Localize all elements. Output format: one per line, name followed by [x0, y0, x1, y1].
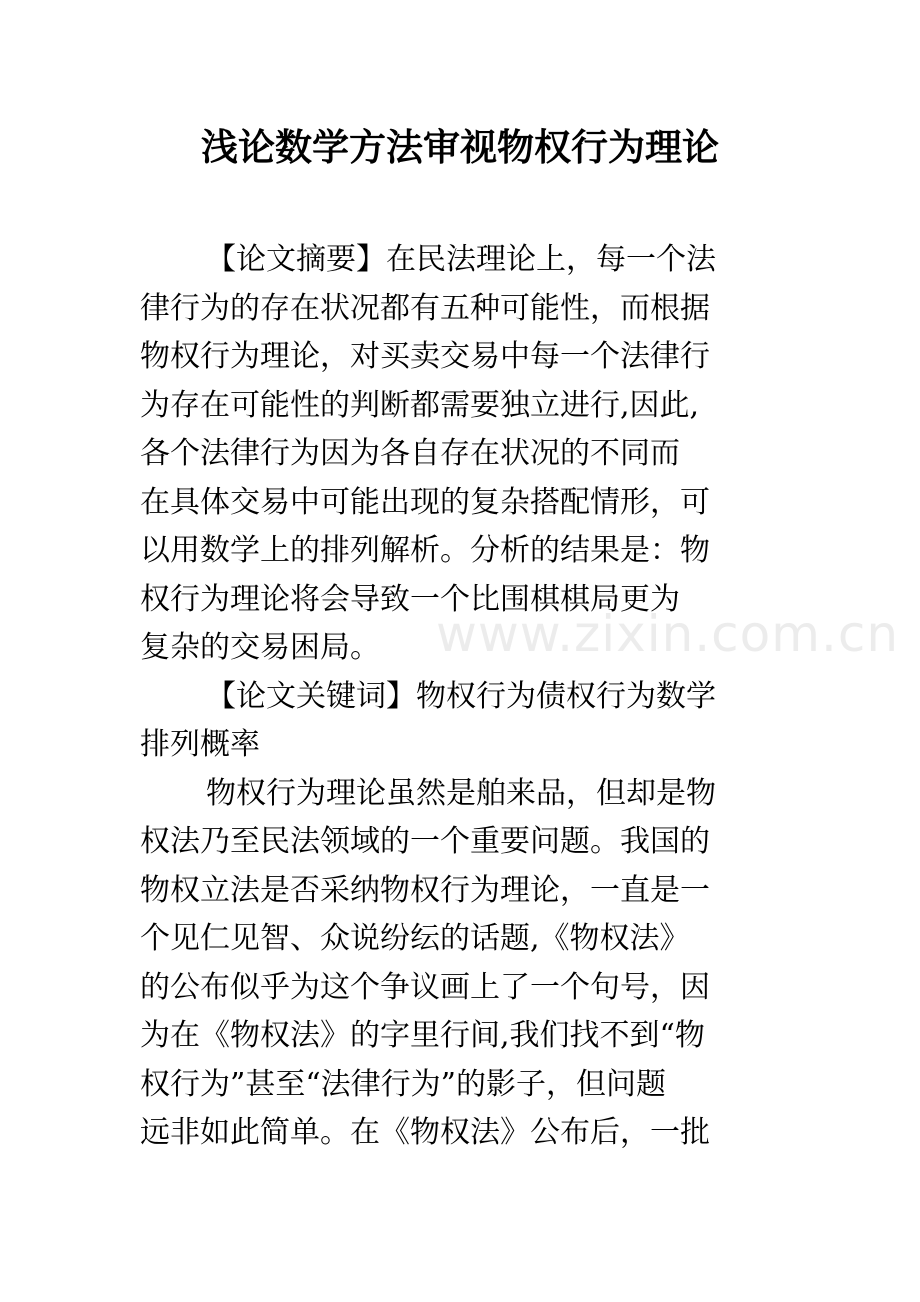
body-line: 物权行为理论，对买卖交易中每一个法律行 [140, 339, 710, 374]
document-title: 浅论数学方法审视物权行为理论 [201, 125, 719, 169]
body-line: 复杂的交易困局。 [140, 630, 380, 665]
body-line: 权法乃至民法领域的一个重要问题。我国的 [140, 824, 710, 859]
body-line: 个见仁见智、众说纷纭的话题,《物权法》 [140, 921, 690, 956]
body-line: 【论文摘要】在民法理论上，每一个法 [206, 242, 716, 277]
body-line: 物权行为理论虽然是舶来品，但却是物 [206, 775, 716, 811]
body-line: 【论文关键词】物权行为债权行为数学 [206, 678, 716, 714]
body-line: 以用数学上的排列解析。分析的结果是：物 [140, 533, 710, 568]
body-line: 权行为”甚至“法律行为”的影子，但问题 [140, 1066, 667, 1102]
body-line: 在具体交易中可能出现的复杂搭配情形，可 [140, 484, 710, 520]
body-line: 律行为的存在状况都有五种可能性，而根据 [140, 290, 710, 326]
body-line: 物权立法是否采纳物权行为理论，一直是一 [140, 872, 710, 908]
watermark: www.zixin.com.cn [436, 605, 900, 663]
body-line: 远非如此简单。在《物权法》公布后，一批 [140, 1115, 710, 1150]
document-body [140, 236, 790, 1158]
body-line: 排列概率 [140, 727, 260, 762]
body-line: 为存在可能性的判断都需要独立进行,因此, [140, 387, 700, 423]
body-line: 权行为理论将会导致一个比围棋棋局更为 [140, 581, 680, 617]
body-line: 各个法律行为因为各自存在状况的不同而 [140, 436, 680, 471]
body-line: 的公布似乎为这个争议画上了一个句号，因 [140, 969, 710, 1005]
body-line: 为在《物权法》的字里行间,我们找不到“物 [140, 1018, 705, 1053]
